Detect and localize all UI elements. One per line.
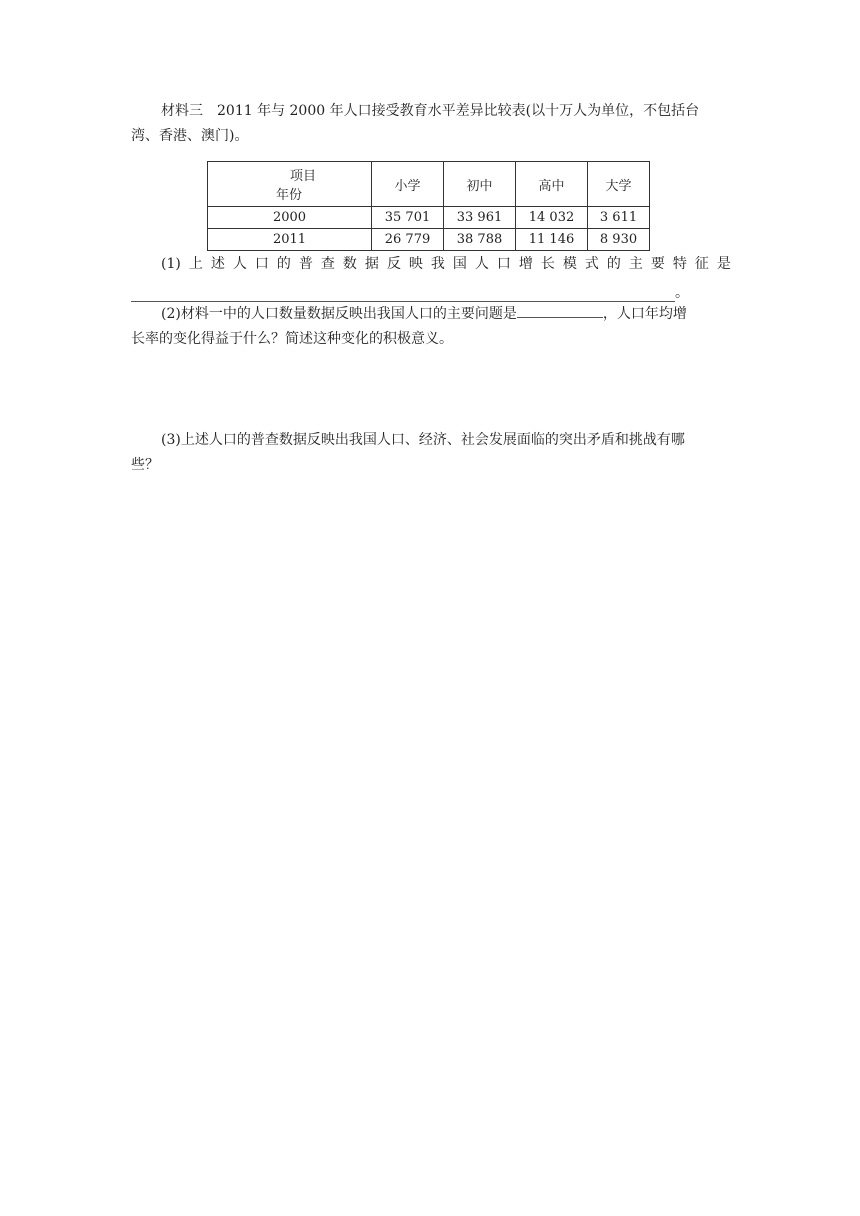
row-year: 2011 [208, 229, 372, 251]
question-1-answer-line [131, 277, 731, 302]
question-1-char: 口 [496, 256, 511, 272]
question-1-char: (1) [161, 256, 181, 272]
question-1-char: 数 [342, 256, 357, 272]
question-1-char: 特 [672, 256, 687, 272]
question-1-char: 的 [276, 256, 291, 272]
question-1-char: 我 [430, 256, 445, 272]
question-3 [131, 428, 731, 478]
column-header-senior: 高中 [516, 162, 588, 207]
question-1-char: 查 [320, 256, 335, 272]
question-1-char: 上 [188, 256, 203, 272]
row-year: 2000 [208, 207, 372, 229]
question-1-char: 的 [606, 256, 621, 272]
question-1-char: 反 [386, 256, 401, 272]
question-1-char: 模 [562, 256, 577, 272]
header-year-label: 年份 [276, 188, 303, 203]
question-1-char: 征 [694, 256, 709, 272]
question-1-char: 要 [650, 256, 665, 272]
table-cell: 33 961 [444, 207, 516, 229]
question-1-char: 人 [232, 256, 247, 272]
table-row [208, 207, 650, 229]
question-3-line2: 些？ [131, 457, 159, 473]
table-cell: 8 930 [588, 229, 650, 251]
question-1 [131, 252, 731, 277]
material3-text-line1: 2011 年与 2000 年人口接受教育水平差异比较表(以十万人为单位，不包括台 [217, 103, 700, 119]
question-2 [131, 302, 731, 352]
table-cell: 38 788 [444, 229, 516, 251]
question-1-char: 据 [364, 256, 379, 272]
question-2-part2: ，人口年均增 [602, 306, 687, 322]
table-cell: 14 032 [516, 207, 588, 229]
question-1-char: 是 [716, 256, 731, 272]
education-table [207, 161, 650, 251]
question-1-period: 。 [675, 285, 689, 301]
table-corner-cell [208, 162, 372, 207]
answer-blank[interactable] [517, 303, 603, 318]
question-3-line1: (3)上述人口的普查数据反映出我国人口、经济、社会发展面临的突出矛盾和挑战有哪 [161, 432, 685, 448]
question-1-char: 人 [474, 256, 489, 272]
question-2-part1: (2)材料一中的人口数量数据反映出我国人口的主要问题是 [161, 306, 517, 322]
header-item-label: 项目 [290, 169, 317, 184]
worksheet [131, 99, 731, 478]
question-1-char: 普 [298, 256, 313, 272]
table-row [208, 229, 650, 251]
question-1-char: 国 [452, 256, 467, 272]
table-cell: 35 701 [372, 207, 444, 229]
table-header-row [208, 162, 650, 207]
material3-paragraph [131, 99, 731, 149]
table-cell: 3 611 [588, 207, 650, 229]
question-1-char: 式 [584, 256, 599, 272]
column-header-junior: 初中 [444, 162, 516, 207]
question-1-char: 长 [540, 256, 555, 272]
table-cell: 11 146 [516, 229, 588, 251]
question-2-line2: 长率的变化得益于什么？简述这种变化的积极意义。 [131, 331, 453, 347]
question-1-char: 主 [628, 256, 643, 272]
question-1-char: 口 [254, 256, 269, 272]
question-1-char: 述 [210, 256, 225, 272]
column-header-primary: 小学 [372, 162, 444, 207]
material3-text-line2: 湾、香港、澳门)。 [131, 128, 249, 144]
answer-blank[interactable] [131, 284, 675, 302]
question-1-char: 映 [408, 256, 423, 272]
column-header-university: 大学 [588, 162, 650, 207]
table-cell: 26 779 [372, 229, 444, 251]
question-1-char: 增 [518, 256, 533, 272]
material3-title: 材料三 [161, 103, 203, 119]
